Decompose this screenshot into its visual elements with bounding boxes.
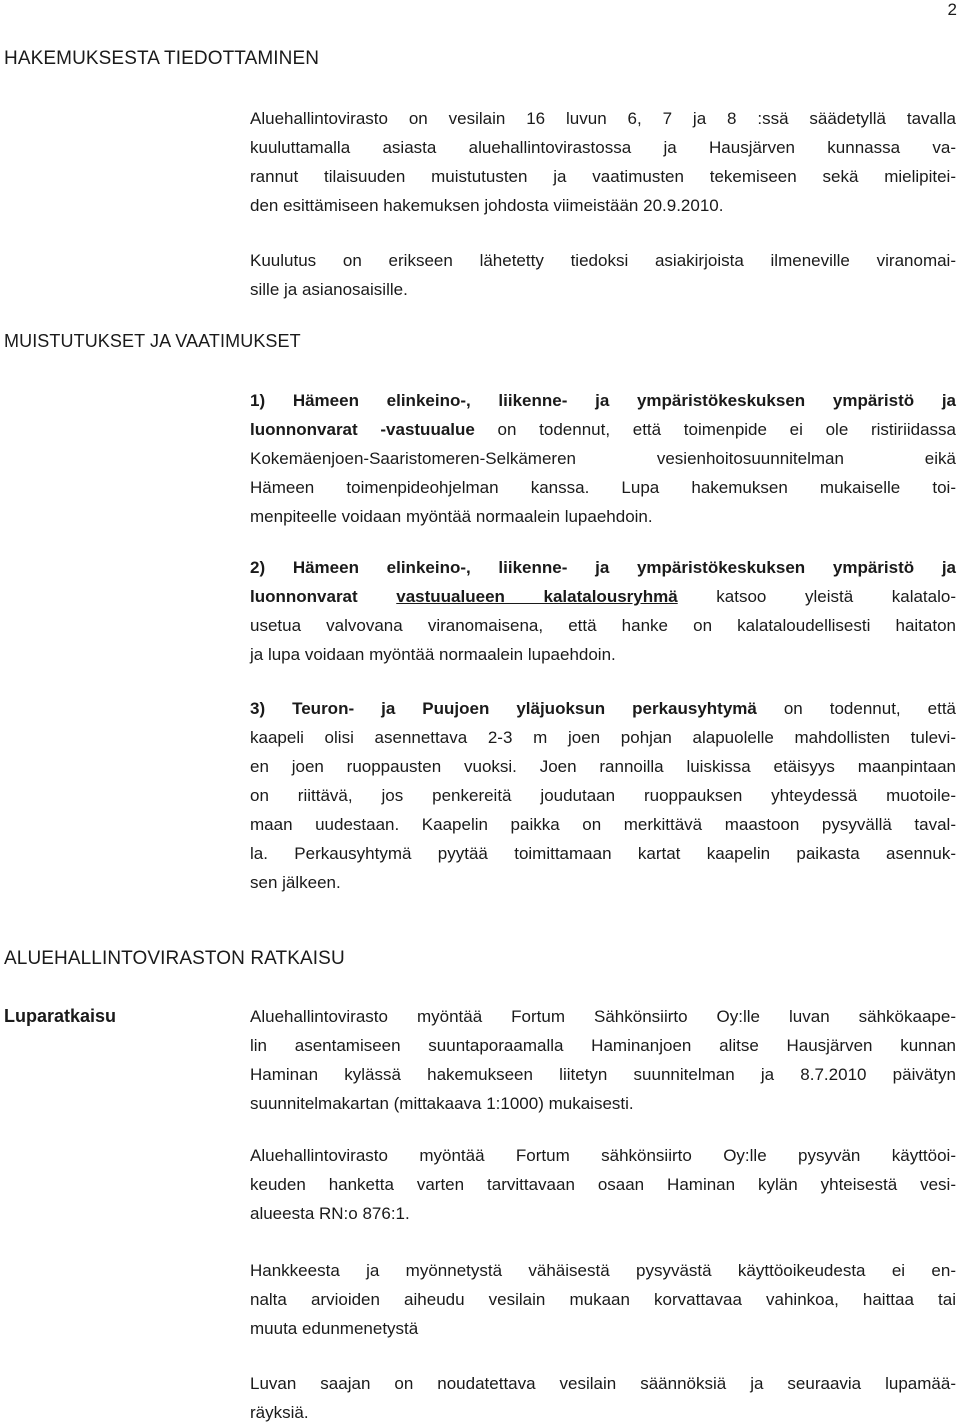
decision-paragraph-4 <box>250 1369 956 1427</box>
text-line: en joen ruoppausten vuoksi. Joen rannoilla luiskissa etäisyys maanpintaan <box>250 757 956 776</box>
text-line: rannut tilaisuuden muistutusten ja vaatimusten tekemiseen sekä mielipitei- <box>250 167 956 186</box>
text-line: maan uudestaan. Kaapelin paikka on merkittävä maastoon pysyvällä taval- <box>250 815 956 834</box>
text-line: kuuluttamalla asiasta aluehallintovirastossa ja Hausjärven kunnassa va- <box>250 138 956 157</box>
text-line: Luvan saajan on noudatettava vesilain säännöksiä ja seuraavia lupamää- <box>250 1374 956 1393</box>
objection-2 <box>250 553 956 669</box>
page-number: 2 <box>947 0 957 19</box>
notice-paragraph-2 <box>250 246 956 304</box>
text-line: muuta edunmenetystä <box>250 1319 419 1338</box>
decision-paragraph-1 <box>250 1002 956 1118</box>
text-line: on riittävä, jos penkereitä joudutaan ruoppauksen yhteydessä muotoile- <box>250 786 956 805</box>
notice-paragraph-1 <box>250 104 956 220</box>
text-line: Haminan kylässä hakemukseen liitetyn suunnitelman ja 8.7.2010 päivätyn <box>250 1065 956 1084</box>
text-line: nalta arvioiden aiheudu vesilain mukaan korvattavaa vahinkoa, haittaa tai <box>250 1290 956 1309</box>
permit-decision-label: Luparatkaisu <box>4 1006 117 1026</box>
text-line <box>250 415 956 444</box>
text-line: la. Perkausyhtymä pyytää toimittamaan kartat kaapelin paikasta asennuk- <box>250 844 956 863</box>
section-heading-notice: HAKEMUKSESTA TIEDOTTAMINEN <box>4 48 320 69</box>
text-line: Hankkeesta ja myönnetystä vähäisestä pysyvästä käyttöoikeudesta ei en- <box>250 1261 956 1280</box>
text-line: Aluehallintovirasto on vesilain 16 luvun 6, 7 ja 8 :ssä säädetyllä tavalla <box>250 109 956 128</box>
text-line: ja lupa voidaan myöntää normaalein lupaehdoin. <box>250 645 616 664</box>
text-line: 2) Hämeen elinkeino-, liikenne- ja ympäristökeskuksen ympäristö ja <box>250 558 956 577</box>
text-line: lin asentamiseen suuntaporaamalla Haminanjoen alitse Hausjärven kunnan <box>250 1036 956 1055</box>
text-line: Aluehallintovirasto myöntää Fortum Sähkönsiirto Oy:lle luvan sähkökaape- <box>250 1007 956 1026</box>
authority-name: 3) Teuron- ja Puujoen yläjuoksun perkausyhtymä <box>250 699 757 718</box>
text-line: sille ja asianosaisille. <box>250 280 408 299</box>
text-line: den esittämiseen hakemuksen johdosta viimeistään 20.9.2010. <box>250 196 724 215</box>
text-line: suunnitelmakartan (mittakaava 1:1000) mukaisesti. <box>250 1094 634 1113</box>
text-line <box>250 582 956 611</box>
text-line: Hämeen toimenpideohjelman kanssa. Lupa hakemuksen mukaiselle toi- <box>250 478 956 497</box>
authority-name: luonnonvarat -vastuualue <box>250 420 475 439</box>
text-line: sen jälkeen. <box>250 873 341 892</box>
text-line: kaapeli olisi asennettava 2-3 m joen pohjan alapuolelle mahdollisten tulevi- <box>250 728 956 747</box>
objection-1 <box>250 386 956 531</box>
text-line: usetua valvovana viranomaisena, että hanke on kalataloudellisesti haitaton <box>250 616 956 635</box>
decision-paragraph-3 <box>250 1256 956 1343</box>
text-fragment: katsoo yleistä kalatalo- <box>677 587 956 606</box>
authority-name: luonnonvarat <box>250 587 397 606</box>
text-line: alueesta RN:o 876:1. <box>250 1204 410 1223</box>
text-line: Kokemäenjoen-Saaristomeren-Selkämeren vesienhoitosuunnitelman eikä <box>250 449 956 468</box>
text-line <box>250 694 956 723</box>
section-heading-decision: ALUEHALLINTOVIRASTON RATKAISU <box>4 948 345 969</box>
text-line: Aluehallintovirasto myöntää Fortum sähkönsiirto Oy:lle pysyvän käyttöoi- <box>250 1146 956 1165</box>
text-line: menpiteelle voidaan myöntää normaalein lupaehdoin. <box>250 507 653 526</box>
text-line: 1) Hämeen elinkeino-, liikenne- ja ympäristökeskuksen ympäristö ja <box>250 391 956 410</box>
section-heading-objections: MUISTUTUKSET JA VAATIMUKSET <box>4 331 301 351</box>
text-line: räyksiä. <box>250 1403 309 1422</box>
text-fragment: on todennut, että toimenpide ei ole ristiriidassa <box>474 420 956 439</box>
text-line: Kuulutus on erikseen lähetetty tiedoksi asiakirjoista ilmeneville viranomai- <box>250 251 956 270</box>
authority-unit: vastuualueen kalatalousryhmä <box>396 587 678 606</box>
text-fragment: on todennut, että <box>756 699 956 718</box>
decision-paragraph-2 <box>250 1141 956 1228</box>
objection-3 <box>250 694 956 897</box>
text-line: keuden hanketta varten tarvittavaan osaan Haminan kylän yhteisestä vesi- <box>250 1175 956 1194</box>
